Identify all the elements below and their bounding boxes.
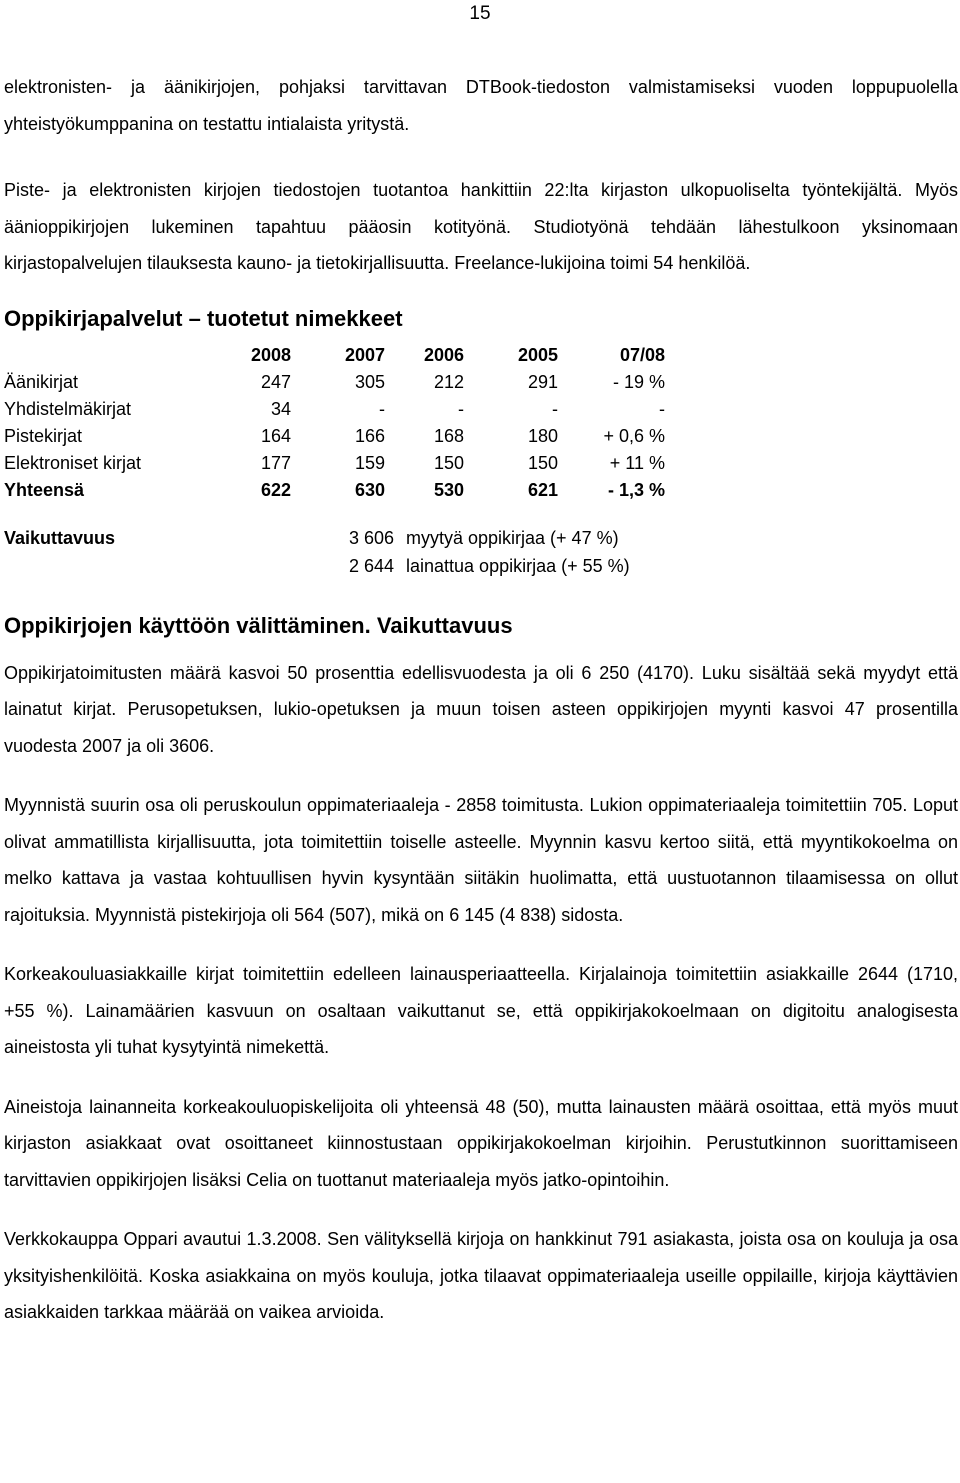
table-cell: + 0,6 % [603, 425, 665, 446]
table-header-row [4, 342, 665, 369]
table-cell: 291 [527, 371, 558, 392]
table-total-cell: - 1,3 % [607, 479, 665, 500]
impact-block [4, 524, 958, 580]
table-total-row [4, 477, 665, 504]
impact-row [4, 524, 958, 552]
table-cell: - 19 % [612, 371, 665, 392]
table-total-cell: Yhteensä [4, 479, 85, 500]
impact-description: myytyä oppikirjaa (+ 47 %) [406, 527, 619, 548]
paragraph-webshop: Verkkokauppa Oppari avautui 1.3.2008. Sen välityksellä kirjoja on hankkinut 791 asiakasta, joista osa on kouluja ja osa yksityishenkilöitä. Koska asiakkaina on myös kouluja, jotka tilaavat oppimateriaaleja useille oppilaille, kirjoja käyttävien asiakkaiden tarkkaa määrää on vaikea arvioida. [4, 1229, 958, 1322]
table-header-cell: 2006 [423, 344, 464, 365]
paragraph-production: Piste- ja elektronisten kirjojen tiedostojen tuotantoa hankittiin 22:lta kirjaston ulkopuoliselta työntekijältä. Myös äänioppikirjojen lukeminen tapahtuu pääosin kotityönä. Studiotyönä tehdään lähestulkoon yksinomaan kirjastopalvelujen tilauksesta kauno- ja tietokirjallisuutta. Freelance-lukijoina toimi 54 henkilöä. [4, 180, 958, 273]
impact-value: 3 606 [348, 527, 394, 548]
page-number: 15 [469, 3, 491, 24]
table-header-cell [4, 342, 212, 369]
table-cell: 166 [354, 425, 385, 446]
table-cell: 164 [260, 425, 291, 446]
table-total-cell: 621 [527, 479, 558, 500]
impact-description: lainattua oppikirjaa (+ 55 %) [406, 555, 630, 576]
table-row [4, 369, 665, 396]
table-cell: 177 [260, 452, 291, 473]
table-cell: Yhdistelmäkirjat [4, 398, 132, 419]
paragraph-students: Aineistoja lainanneita korkeakouluopiskelijoita oli yhteensä 48 (50), mutta lainausten määrä osoittaa, että myös muut kirjaston asiakkaat ovat osoittaneet kiinnostustaan oppikirjakokoelman kirjoihin. Perustutkinnon suorittamiseen tarvittavien oppikirjojen lisäksi Celia on tuottanut materiaaleja myös jatko-opintoihin. [4, 1096, 958, 1190]
document-body [4, 69, 958, 1331]
table-cell: 150 [527, 452, 558, 473]
table-cell: Elektroniset kirjat [4, 452, 142, 473]
table-cell: 150 [433, 452, 464, 473]
table-cell: 247 [260, 371, 291, 392]
table-row [4, 450, 665, 477]
table-cell: 305 [354, 371, 385, 392]
table-total-cell: 630 [354, 479, 385, 500]
section-heading-part: Vaikuttavuus [376, 612, 513, 638]
impact-row [4, 552, 958, 580]
table-cell: - [458, 398, 464, 419]
table-header-cell: 2007 [344, 344, 385, 365]
table-total-cell: 530 [433, 479, 464, 500]
table-cell: Pistekirjat [4, 425, 83, 446]
table-header-cell: 2005 [517, 344, 558, 365]
impact-value: 2 644 [348, 555, 394, 576]
table-cell: 180 [527, 425, 558, 446]
paragraph-intro: elektronisten- ja äänikirjojen, pohjaksi tarvittavan DTBook-tiedoston valmistamiseksi vuoden loppupuolella yhteistyökumppanina on testattu intialaista yritystä. [4, 77, 958, 134]
paragraph-deliveries: Oppikirjatoimitusten määrä kasvoi 50 prosenttia edellisvuodesta ja oli 6 250 (4170). Luku sisältää sekä myydyt että lainatut kirjat. Perusopetuksen, lukio-opetuksen ja muun toisen asteen oppikirjojen myynti kasvoi 47 prosentilla vuodesta 2007 ja oli 3606. [4, 662, 958, 756]
table-total-cell: 622 [260, 479, 291, 500]
table-row [4, 396, 665, 423]
table-cell: - [659, 398, 665, 419]
table-section-title: Oppikirjapalvelut – tuotetut nimekkeet [4, 305, 403, 331]
table-cell: - [379, 398, 385, 419]
table-header-cell: 07/08 [619, 344, 665, 365]
paragraph-higher-education: Korkeakouluasiakkaille kirjat toimitettiin edelleen lainausperiaatteella. Kirjalainoja toimitettiin asiakkaille 2644 (1710, +55 %). Lainamäärien kasvuun on osaltaan vaikuttanut se, että oppikirjakokoelmaan on digitoitu analogisesta aineistosta yli tuhat kysytyintä nimekettä. [4, 964, 958, 1057]
paragraph-sales: Myynnistä suurin osa oli peruskoulun oppimateriaaleja - 2858 toimitusta. Lukion oppimateriaaleja toimitettiin 705. Loput olivat ammatillista kirjallisuutta, jota toimitettiin toiselle asteelle. Myynnin kasvu kertoo siitä, että myyntikokoelma on melko kattava ja vastaa kohtuullisen hyvin kysyntään siitäkin huolimatta, että uustuotannon tilaamisessa on ollut rajoituksia. Myynnistä pistekirjoja oli 564 (507), mikä on 6 145 (4 838) sidosta. [4, 795, 958, 925]
titles-table [4, 342, 665, 504]
table-row [4, 423, 665, 450]
table-cell: Äänikirjat [4, 371, 79, 392]
table-header-cell: 2008 [250, 344, 291, 365]
table-cell: 34 [270, 398, 291, 419]
section-heading-delivery [4, 612, 958, 640]
table-cell: 168 [433, 425, 464, 446]
table-cell: - [552, 398, 558, 419]
table-cell: 212 [433, 371, 464, 392]
table-cell: + 11 % [609, 452, 665, 473]
section-heading-part: Oppikirjojen käyttöön välittäminen. [4, 612, 371, 638]
table-cell: 159 [354, 452, 385, 473]
impact-label: Vaikuttavuus [4, 527, 116, 548]
